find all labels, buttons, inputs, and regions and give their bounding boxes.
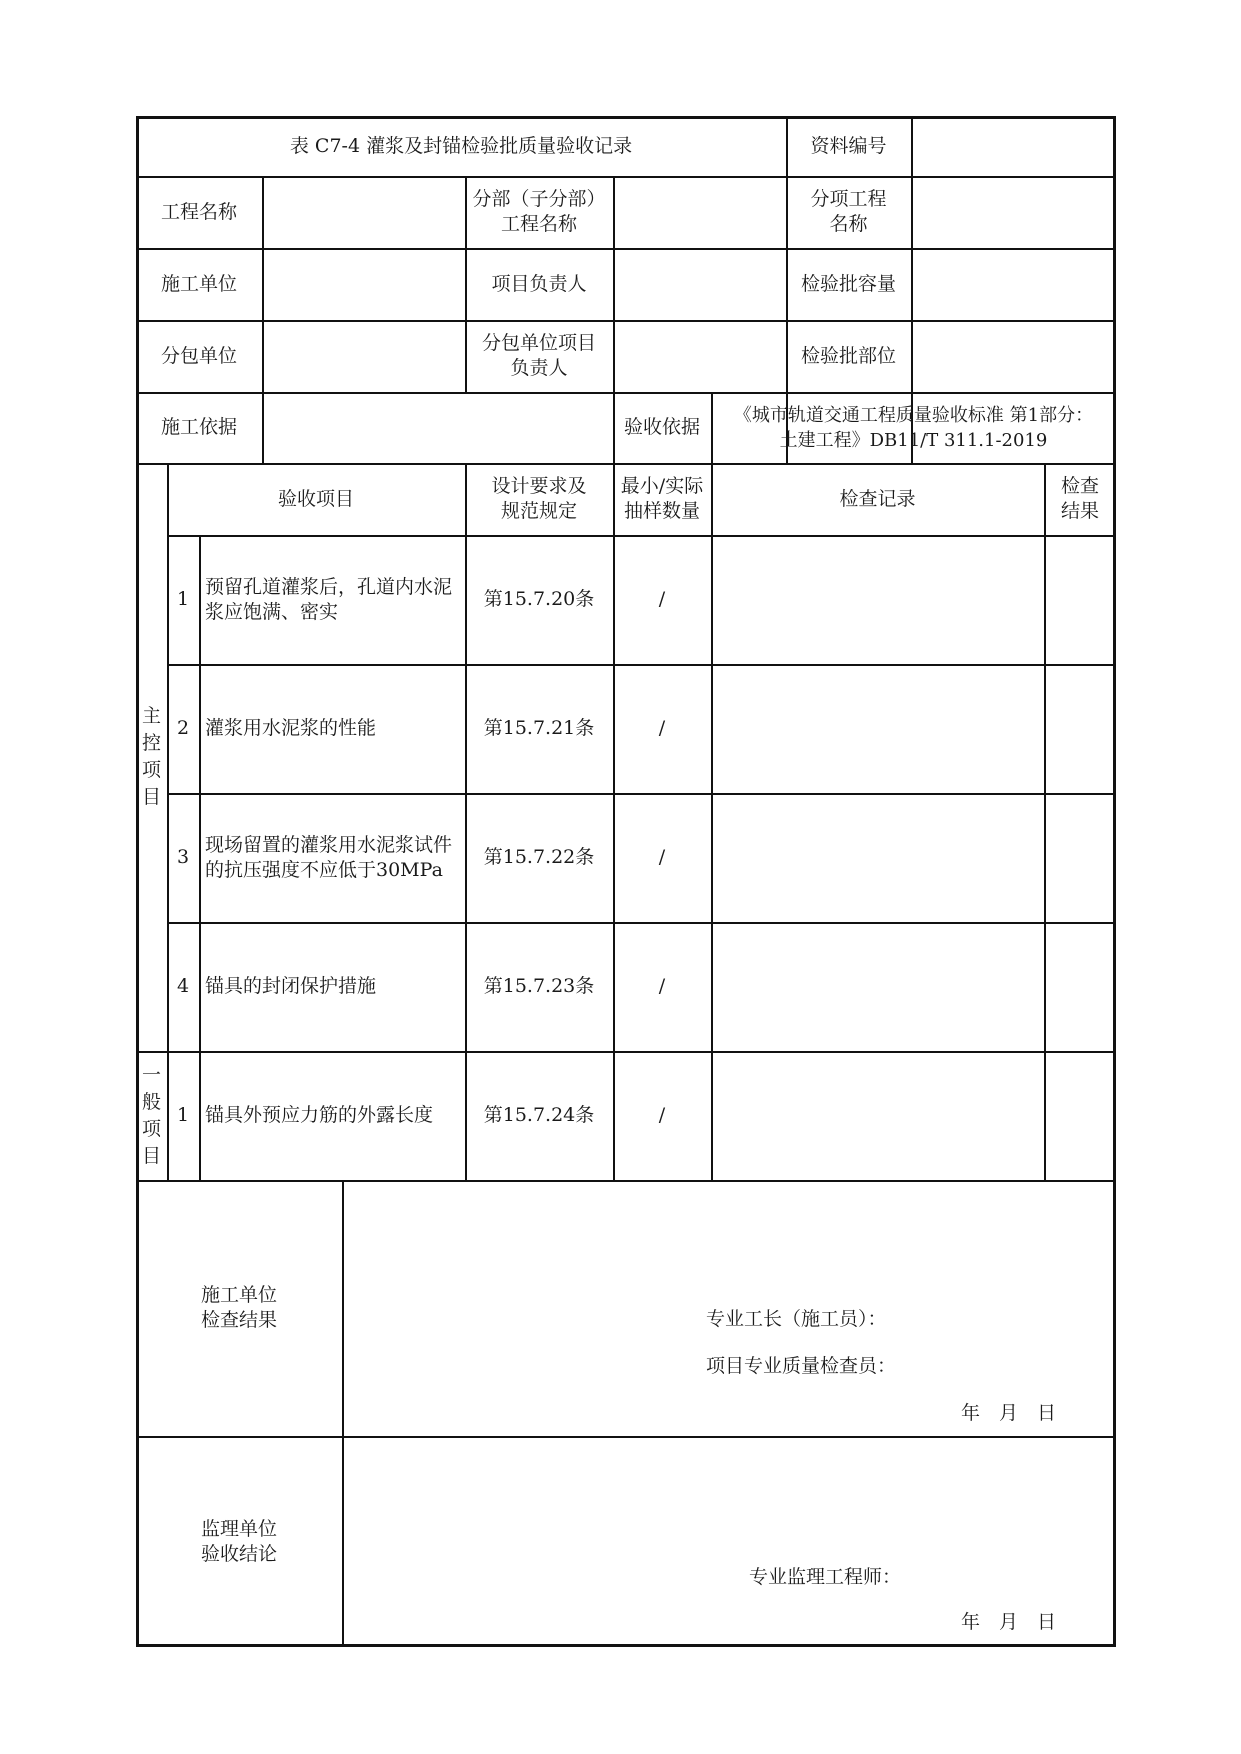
supervising-engineer-label: 专业监理工程师： <box>749 1566 902 1588</box>
project-manager-label: 项目负责人 <box>491 272 587 295</box>
item-record[interactable] <box>711 664 1044 793</box>
subcontractor-label: 分包单位 <box>160 344 237 367</box>
doc-number-field[interactable] <box>911 116 1116 176</box>
project-manager-field[interactable] <box>613 248 786 320</box>
general-group-label: 一 般 项 目 <box>141 1063 161 1167</box>
sub-manager-label: 分包单位项目 负责人 <box>481 332 596 379</box>
sub-item-label: 分项工程 名称 <box>810 188 887 235</box>
sub-manager-field[interactable] <box>613 320 786 392</box>
subcontractor-field[interactable] <box>262 320 465 392</box>
item-result[interactable] <box>1044 793 1116 922</box>
construction-basis-label: 施工依据 <box>160 416 237 438</box>
col-header-item: 验收项目 <box>277 487 354 510</box>
item-clause: 第15.7.20条 <box>483 588 595 610</box>
item-result[interactable] <box>1044 1051 1116 1180</box>
construction-basis-field[interactable] <box>262 392 613 463</box>
main-control-group-label: 主 控 项 目 <box>141 705 161 808</box>
item-clause: 第15.7.24条 <box>483 1104 595 1126</box>
batch-capacity-label: 检验批容量 <box>800 272 896 295</box>
batch-location-label: 检验批部位 <box>800 344 896 367</box>
contractor-result-label: 施工单位 检查结果 <box>200 1284 277 1331</box>
item-record[interactable] <box>711 535 1044 664</box>
project-name-label: 工程名称 <box>160 200 237 223</box>
foreman-label: 专业工长（施工员）： <box>706 1308 887 1330</box>
acceptance-basis-label: 验收依据 <box>623 416 700 438</box>
item-description: 预留孔道灌浆后，孔道内水泥 浆应饱满、密实 <box>205 575 453 623</box>
item-number: 3 <box>176 846 190 868</box>
item-clause: 第15.7.21条 <box>483 717 595 739</box>
item-sample[interactable]: / <box>658 717 666 739</box>
col-header-record: 检查记录 <box>839 487 916 510</box>
date-label: 年 月 日 <box>961 1402 1057 1424</box>
col-header-design: 设计要求及 规范规定 <box>491 475 587 522</box>
doc-number-label: 资料编号 <box>810 134 887 157</box>
item-clause: 第15.7.23条 <box>483 975 595 997</box>
item-description: 灌浆用水泥浆的性能 <box>205 717 377 739</box>
item-sample[interactable]: / <box>658 846 666 868</box>
sub-division-label: 分部（子分部） 工程名称 <box>472 188 606 235</box>
inspection-record-form <box>136 116 1116 1647</box>
item-result[interactable] <box>1044 922 1116 1051</box>
batch-capacity-field[interactable] <box>911 248 1116 320</box>
date-label: 年 月 日 <box>961 1611 1057 1633</box>
quality-inspector-label: 项目专业质量检查员： <box>706 1355 897 1377</box>
sub-item-field[interactable] <box>911 176 1116 248</box>
contractor-label: 施工单位 <box>160 272 237 295</box>
contractor-field[interactable] <box>262 248 465 320</box>
item-sample[interactable]: / <box>658 975 666 997</box>
item-sample[interactable]: / <box>658 588 666 610</box>
form-title: 表 C7-4 灌浆及封锚检验批质量验收记录 <box>289 134 633 157</box>
item-description: 锚具外预应力筋的外露长度 <box>205 1104 434 1126</box>
acceptance-basis-value: 《城市轨道交通工程质量验收标准 第1部分： 土建工程》DB11/T 311.1-2019 <box>733 404 1094 451</box>
item-description: 现场留置的灌浆用水泥浆试件 的抗压强度不应低于30MPa <box>205 833 453 881</box>
item-sample[interactable]: / <box>658 1104 666 1126</box>
col-header-result: 检查 结果 <box>1060 475 1099 522</box>
item-clause: 第15.7.22条 <box>483 846 595 868</box>
item-number: 1 <box>176 1104 190 1126</box>
col-header-sample: 最小/实际 抽样数量 <box>620 475 704 522</box>
supervisor-conclusion-label: 监理单位 验收结论 <box>200 1517 277 1565</box>
item-record[interactable] <box>711 922 1044 1051</box>
project-name-field[interactable] <box>262 176 465 248</box>
item-number: 2 <box>176 717 190 739</box>
item-record[interactable] <box>711 793 1044 922</box>
item-record[interactable] <box>711 1051 1044 1180</box>
batch-location-field[interactable] <box>911 320 1116 392</box>
sub-division-field[interactable] <box>613 176 786 248</box>
item-number: 4 <box>176 975 190 997</box>
item-result[interactable] <box>1044 664 1116 793</box>
item-description: 锚具的封闭保护措施 <box>205 975 377 997</box>
item-result[interactable] <box>1044 535 1116 664</box>
item-number: 1 <box>176 588 190 610</box>
